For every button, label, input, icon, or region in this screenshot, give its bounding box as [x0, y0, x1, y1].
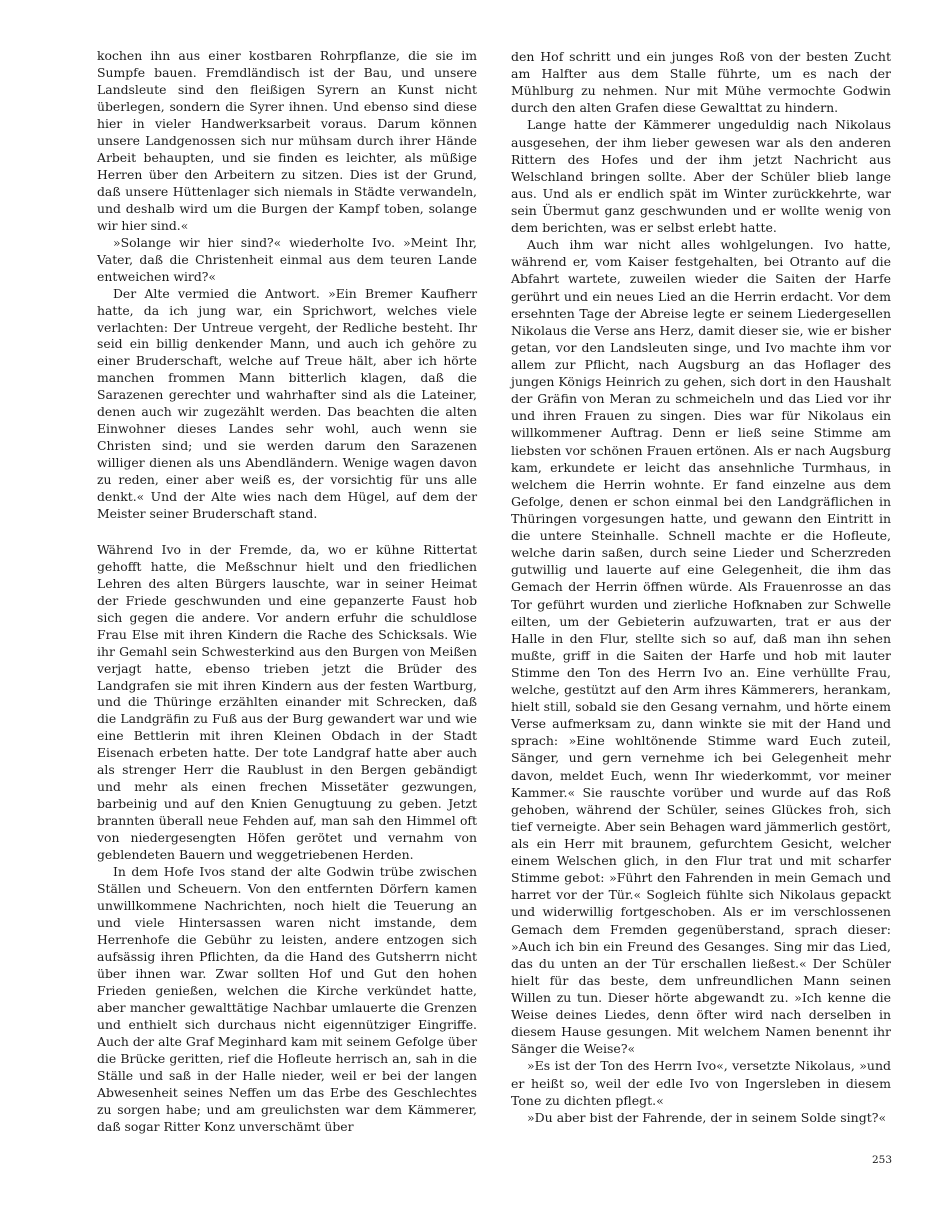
paragraph: »Es ist der Ton des Herrn Ivo«, versetzte Nikolaus, »und er heißt so, weil der edle Ivo von Ingersleben in diesem Tone zu dichten pflegt.« — [511, 1058, 891, 1108]
section-start-paragraph: Während Ivo in der Fremde, da, wo er kühne Rittertat gehofft hatte, die Meßschnur hielt und den friedlichen Lehren des alten Bürgers lauschte, war in seiner Heimat der Friede geschwunden und eine gepanzerte Faust hob sich gegen die andere. Vor andern erfuhr die schuldlose Frau Else mit ihren Kindern die Rache des Schicksals. Wie ihr Gemahl sein Schwesterkind aus den Burgen von Meißen verjagt hatte, ebenso trieben jetzt die Brüder des Landgrafen sie mit ihren Kindern aus der festen Wartburg, und die Thüringe erzählten einander mit Schrecken, daß die Landgräfin zu Fuß aus der Burg gewandert war und wie eine Bettlerin mit ihren Kleinen Obdach in der Stadt Eisenach erbeten hatte. Der tote Landgraf hatte aber auch als strenger Herr die Raublust in den Bergen gebändigt und mehr als einen frechen Missetäter gezwungen, barbeinig und auf den Knien Genugtuung zu geben. Jetzt brannten überall neue Fehden auf, man sah den Himmel oft von niedergesengten Höfen gerötet und vernahm von geblendeten Bauern und weggetriebenen Herden. — [97, 541, 477, 863]
paragraph: Der Alte vermied die Antwort. »Ein Bremer Kaufherr hatte, da ich jung war, ein Sprichwort, welches viele verlachten: Der Untreue vergeht, der Redliche besteht. Ihr seid ein billig denkender Mann, und auch ich gehöre zu einer Bruderschaft, welche auf Treue hält, aber ich hörte manchen frommen Mann bitterlich klagen, daß die Sarazenen gerechter und wahrhafter sind als die Lateiner, denen auch wir zugezählt werden. Das beachten die alten Einwohner dieses Landes sehr wohl, auch wenn sie Christen sind; und sie werden darum den Sarazenen williger dienen als uns Abendländern. Wenige wagen davon zu reden, einer aber weiß es, der vorsichtig für uns alle denkt.« Und der Alte wies nach dem Hügel, auf dem der Meister seiner Bruderschaft stand. — [97, 285, 477, 522]
paragraph: Auch ihm war nicht alles wohlgelungen. Ivo hatte, während er, vom Kaiser festgehalten, bei Otranto auf die Abfahrt wartete, zuweilen wieder die Saiten der Harfe gerührt und ein neues Lied an die Herrin erdacht. Vor dem ersehnten Tage der Abreise legte er seinem Liedergesellen Nikolaus die Verse ans Herz, damit dieser sie, wie er bisher getan, vor den Landsleuten singe, und Ivo machte ihm vor allem zur Pflicht, nach Augsburg an das Hoflager des jungen Königs Heinrich zu gehen, sich dort in den Haushalt der Gräfin von Meran zu schmeicheln und das Lied vor ihr und ihren Frauen zu singen. Dies war für Nikolaus ein willkommener Auftrag. Denn er ließ seine Stimme am liebsten vor schönen Frauen ertönen. Als er nach Augsburg kam, erkundete er leicht das ansehnliche Turmhaus, in welchem die Herrin wohnte. Er fand einzelne aus dem Gefolge, denen er schon einmal bei den Landgräflichen in Thüringen vorgesungen hatte, und gewann den Eintritt in die untere Steinhalle. Schnell machte er die Hofleute, welche darin saßen, durch seine Lieder und Scherzreden gutwillig und lauerte auf eine Gelegenheit, die ihm das Gemach der Herrin öffnen würde. Als Frauenrosse an das Tor geführt wurden und zierliche Hofknaben zur Schwelle eilten, um der Gebieterin aufzuwarten, trat er aus der Halle in den Flur, stellte sich so auf, daß man ihn sehen mußte, griff in die Saiten der Harfe und hob mit lauter Stimme den Ton des Herrn Ivo an. Eine verhüllte Frau, welche, gestützt auf den Arm ihres Kämmerers, herankam, hielt still, sobald sie den Gesang vernahm, und hörte einem Verse aufmerksam zu, dann winkte sie mit der Hand und sprach: »Eine wohltönende Stimme ward Euch zuteil, Sänger, und gern vernehme ich bei Gelegenheit mehr davon, meldet Euch, wenn Ihr wiederkommt, vor meiner Kammer.« Sie rauschte vorüber und wurde auf das Roß gehoben, während der Schüler, seines Glückes froh, sich tief verneigte. Aber sein Behagen ward jämmerlich gestört, als ein Herr mit braunem, gefurchtem Gesicht, welcher einem Welschen glich, in den Flur trat und mit scharfer Stimme gebot: »Führt den Fahrenden in mein Gemach und harret vor der Tür.« Sogleich fühlte sich Nikolaus gepackt und widerwillig fortgeschoben. Als er im verschlossenen Gemach dem Fremden gegenüberstand, sprach dieser: »Auch ich bin ein Freund des Gesanges. Sing mir das Lied, das du unten an der Tür erschallen ließest.« Der Schüler hielt für das beste, dem unfreundlichen Mann seinen Willen zu tun. Dieser hörte abgewandt zu. »Ich kenne die Weise deines Liedes, denn öfter wird nach derselben in diesem Hause gesungen. Mit welchem Namen benennt ihr Sänger die Weise?« — [511, 237, 891, 1057]
right-column — [511, 48, 891, 1126]
paragraph: kochen ihn aus einer kostbaren Rohrpflanze, die sie im Sumpfe bauen. Fremdländisch ist der Bau, und unsere Landsleute sind den fleißigen Syrern an Kunst nicht überlegen, sondern die Syrer ihnen. Und ebenso sind diese hier in vieler Handwerksarbeit voraus. Darum können unsere Landgenossen sich nur mühsam durch ihrer Hände Arbeit behaupten, und sie finden es leichter, als müßige Herren über den Arbeitern zu sitzen. Dies ist der Grund, daß unsere Hüttenlager sich niemals in Städte verwandeln, und deshalb wird um die Burgen der Kampf toben, solange wir hier sind.« — [97, 48, 477, 233]
paragraph: »Du aber bist der Fahrende, der in seinem Solde singt?« — [527, 1109, 887, 1125]
paragraph: Lange hatte der Kämmerer ungeduldig nach Nikolaus ausgesehen, der ihm lieber gewesen war als den anderen Rittern des Hofes und der ihm jetzt Nachricht aus Welschland bringen sollte. Aber der Schüler blieb lange aus. Und als er endlich spät im Winter zurückkehrte, war sein Übermut ganz geschwunden und er wollte wenig von dem berichten, was er selbst erlebt hatte. — [511, 117, 891, 236]
paragraph: »Solange wir hier sind?« wiederholte Ivo. »Meint Ihr, Vater, daß die Christenheit einmal aus dem teuren Lande entweichen wird?« — [97, 234, 477, 284]
paragraph: den Hof schritt und ein junges Roß von der besten Zucht am Halfter aus dem Stalle führte, um es nach der Mühlburg zu nehmen. Nur mit Mühe vermochte Godwin durch den alten Grafen diese Gewalttat zu hindern. — [511, 49, 891, 116]
paragraph: In dem Hofe Ivos stand der alte Godwin trübe zwischen Ställen und Scheuern. Von den entfernten Dörfern kamen unwillkommene Nachrichten, noch hielt die Teuerung an und viele Hintersassen waren nicht imstande, dem Herrenhofe die Gebühr zu leisten, andere entzogen sich aufsässig ihren Pflichten, da die Hand des Gutsherrn nicht über ihnen war. Zwar sollten Hof und Gut den hohen Frieden genießen, welchen die Kirche verkündet hatte, aber mancher gewalttätige Nachbar umlauerte die Grenzen und enthielt sich durchaus nicht eigennütziger Eingriffe. Auch der alte Graf Meginhard kam mit seinem Gefolge über die Brücke geritten, rief die Hofleute herrisch an, sah in die Ställe und saß in der Halle nieder, weil er bei der langen Abwesenheit seines Neffen um das Erbe des Geschlechtes zu sorgen habe; und am greulichsten war dem Kämmerer, daß sogar Ritter Konz unverschämt über — [97, 864, 477, 1134]
left-column — [97, 48, 477, 1136]
page-number: 253 — [871, 1154, 892, 1166]
